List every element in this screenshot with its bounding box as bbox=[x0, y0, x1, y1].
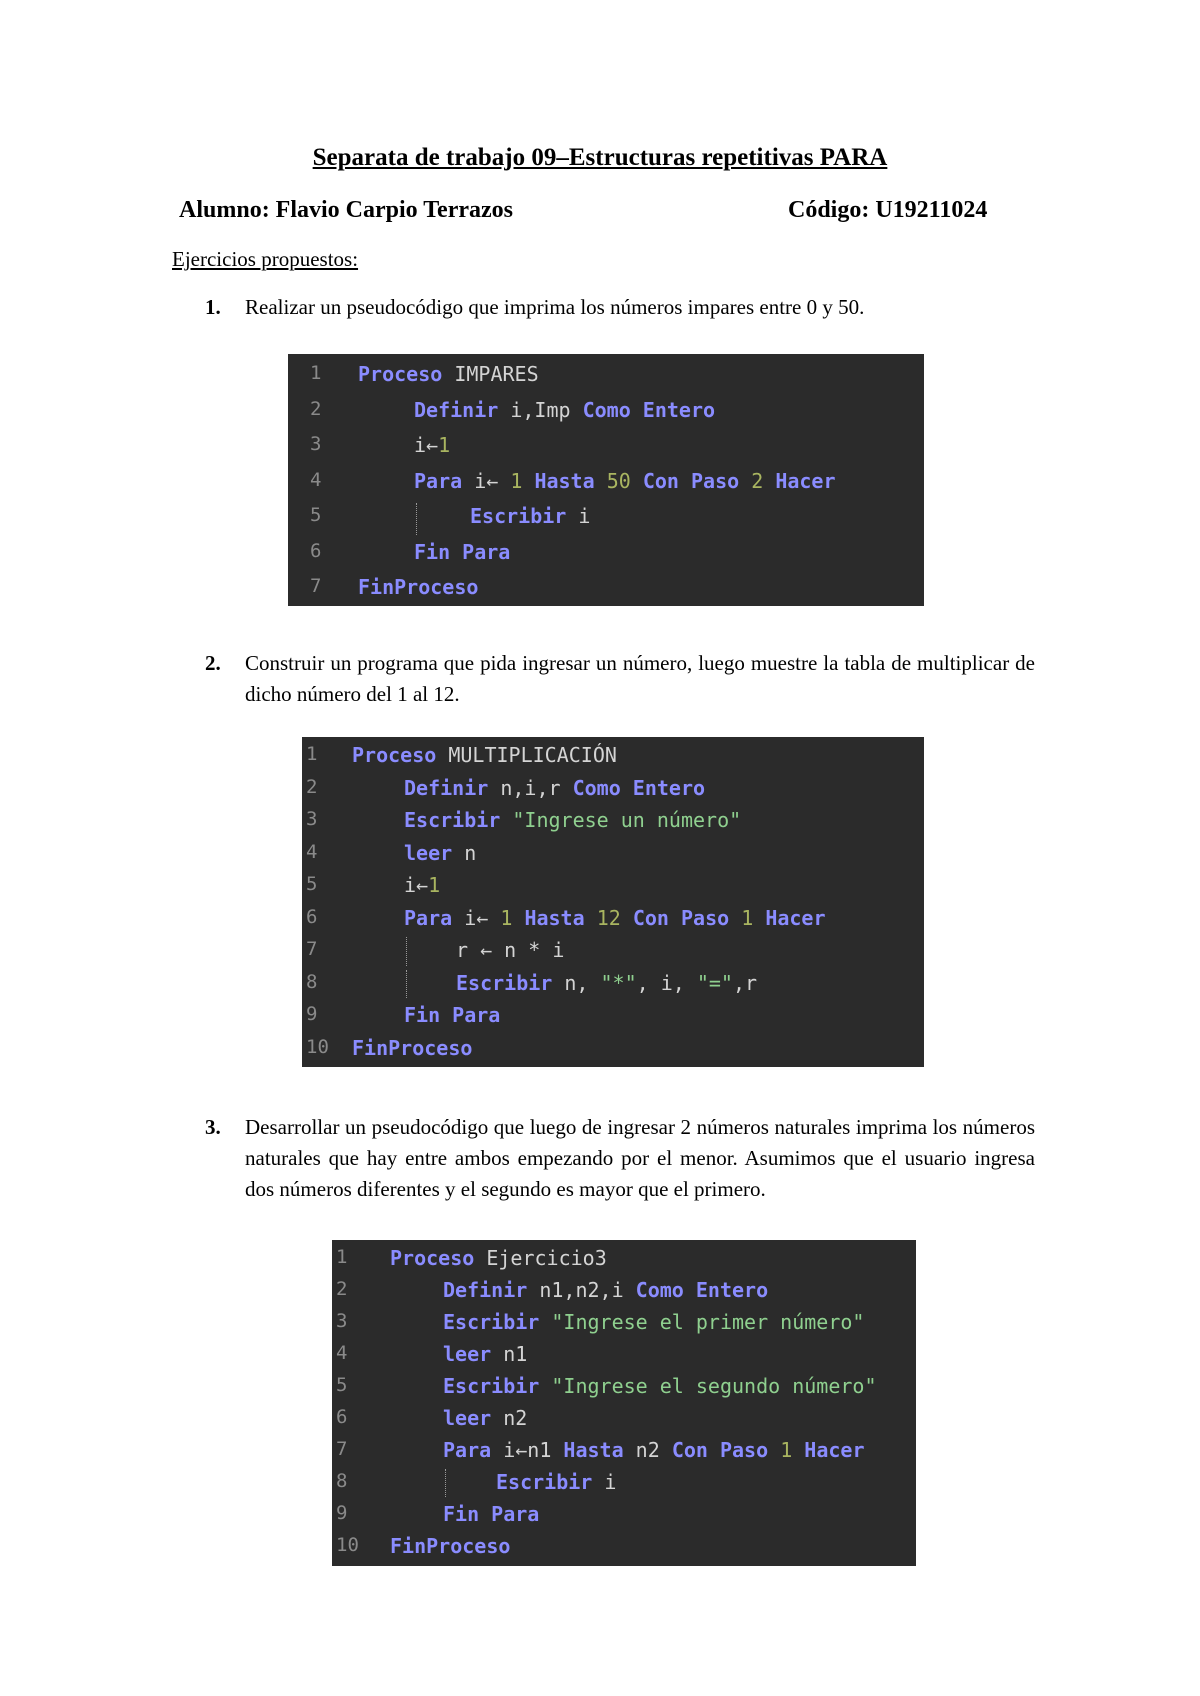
code-token: "Ingrese un número" bbox=[512, 808, 742, 832]
code-token: Para bbox=[443, 1438, 492, 1462]
code-editor-2 bbox=[302, 737, 924, 1067]
line-number: 10 bbox=[306, 1035, 329, 1058]
code-text bbox=[414, 469, 836, 493]
code-token bbox=[539, 1310, 551, 1334]
code-token: leer bbox=[443, 1406, 492, 1430]
code-line bbox=[302, 1033, 924, 1065]
indent-guide bbox=[406, 970, 407, 999]
line-number: 4 bbox=[306, 840, 318, 863]
code-line bbox=[288, 501, 924, 533]
exercise-number: 1. bbox=[205, 295, 221, 319]
code-token: n1,n2,i bbox=[527, 1278, 636, 1302]
code-line bbox=[302, 935, 924, 967]
code-token bbox=[729, 906, 741, 930]
code-line bbox=[288, 430, 924, 462]
code-token: Hacer bbox=[775, 468, 836, 493]
line-number: 3 bbox=[306, 808, 318, 830]
line-number: 1 bbox=[310, 362, 322, 384]
code-text bbox=[470, 504, 590, 528]
code-line bbox=[302, 838, 924, 870]
code-token: IMPARES bbox=[442, 362, 539, 386]
code-token: Fin Para bbox=[404, 1003, 501, 1027]
code-token: Con Paso bbox=[632, 905, 730, 930]
code-token: leer bbox=[404, 840, 453, 865]
code-text bbox=[456, 938, 564, 962]
line-number: 7 bbox=[336, 1438, 348, 1460]
code-token: Para bbox=[414, 468, 463, 493]
line-number: 6 bbox=[306, 905, 318, 928]
line-number: 5 bbox=[310, 504, 322, 526]
line-number: 3 bbox=[336, 1310, 348, 1332]
code-token: "*" bbox=[600, 970, 637, 995]
code-line bbox=[332, 1243, 916, 1275]
code-token bbox=[539, 1374, 551, 1398]
code-token: Como Entero bbox=[582, 397, 716, 422]
line-number: 3 bbox=[310, 433, 322, 455]
code-token bbox=[768, 1438, 780, 1462]
code-line bbox=[288, 572, 924, 604]
code-token: Como Entero bbox=[635, 1278, 769, 1302]
code-token: Definir bbox=[414, 397, 499, 422]
line-number: 6 bbox=[336, 1406, 348, 1428]
student-code: Código: U19211024 bbox=[788, 197, 988, 223]
code-text bbox=[414, 540, 510, 564]
code-line bbox=[302, 968, 924, 1000]
code-token: Con Paso bbox=[671, 1438, 769, 1462]
code-line bbox=[302, 805, 924, 837]
line-number: 9 bbox=[306, 1003, 318, 1025]
code-text bbox=[443, 1406, 527, 1430]
code-token: Hasta bbox=[524, 905, 585, 930]
code-text bbox=[443, 1342, 527, 1366]
code-token: i← bbox=[452, 905, 501, 930]
code-token: i← bbox=[404, 873, 429, 897]
code-text bbox=[404, 906, 826, 930]
code-token: n bbox=[452, 840, 477, 865]
code-token: n, bbox=[552, 970, 601, 995]
student-name: Alumno: Flavio Carpio Terrazos bbox=[179, 197, 513, 223]
code-line bbox=[332, 1307, 916, 1339]
code-token bbox=[585, 906, 597, 930]
code-token: Escribir bbox=[456, 970, 553, 995]
code-editor-1 bbox=[288, 354, 924, 606]
line-number: 2 bbox=[306, 775, 318, 798]
code-text bbox=[390, 1534, 510, 1558]
code-line bbox=[302, 903, 924, 935]
code-text bbox=[404, 808, 741, 832]
indent-guide bbox=[406, 937, 407, 966]
code-line bbox=[332, 1531, 916, 1563]
code-text bbox=[443, 1278, 768, 1302]
code-text bbox=[358, 575, 478, 599]
line-number: 2 bbox=[336, 1278, 348, 1300]
code-token: Proceso bbox=[390, 1246, 475, 1270]
indent-guide bbox=[445, 1469, 446, 1497]
code-text bbox=[414, 433, 450, 457]
code-token bbox=[621, 906, 633, 930]
code-token: FinProceso bbox=[390, 1534, 511, 1558]
code-token: 2 bbox=[751, 468, 764, 493]
code-token: i,Imp bbox=[498, 397, 583, 422]
code-token: i bbox=[592, 1470, 617, 1494]
exercise-number: 3. bbox=[205, 1115, 221, 1139]
code-token: 1 bbox=[741, 905, 754, 930]
code-line bbox=[332, 1403, 916, 1435]
code-token: leer bbox=[443, 1342, 492, 1366]
line-number: 7 bbox=[306, 938, 318, 960]
line-number: 1 bbox=[336, 1246, 348, 1268]
code-token: Como Entero bbox=[572, 775, 706, 800]
exercise-1 bbox=[205, 292, 1035, 323]
code-token: 1 bbox=[428, 873, 441, 897]
code-token: 50 bbox=[606, 468, 631, 493]
code-token: 1 bbox=[780, 1438, 793, 1462]
code-token: Ejercicio3 bbox=[474, 1246, 607, 1270]
code-token: Escribir bbox=[443, 1374, 540, 1398]
line-number: 2 bbox=[310, 397, 322, 420]
code-token: i← bbox=[414, 433, 439, 457]
code-token bbox=[792, 1438, 804, 1462]
code-token: Definir bbox=[443, 1278, 528, 1302]
code-text bbox=[443, 1374, 876, 1398]
code-token: i← bbox=[462, 468, 511, 493]
code-line bbox=[302, 870, 924, 902]
code-text bbox=[414, 398, 715, 422]
section-title: Ejercicios propuestos: bbox=[172, 247, 359, 271]
exercise-3 bbox=[205, 1112, 1035, 1205]
code-line bbox=[332, 1499, 916, 1531]
code-token: Proceso bbox=[358, 362, 443, 386]
code-line bbox=[288, 359, 924, 391]
exercise-statement: Realizar un pseudocódigo que imprima los números impares entre 0 y 50. bbox=[245, 295, 865, 319]
code-token: Definir bbox=[404, 775, 489, 800]
code-token: Fin Para bbox=[414, 539, 511, 564]
code-token bbox=[522, 469, 534, 493]
code-token: , i, bbox=[636, 970, 697, 995]
line-number: 4 bbox=[310, 468, 322, 491]
code-text bbox=[404, 1003, 500, 1027]
code-text bbox=[352, 1036, 472, 1060]
code-token: 1 bbox=[500, 905, 513, 930]
code-text bbox=[443, 1310, 864, 1334]
line-number: 8 bbox=[336, 1470, 348, 1492]
exercise-number: 2. bbox=[205, 651, 221, 675]
code-line bbox=[332, 1371, 916, 1403]
code-line bbox=[332, 1339, 916, 1371]
code-token: Escribir bbox=[443, 1310, 540, 1334]
code-token: Escribir bbox=[496, 1470, 593, 1494]
line-number: 10 bbox=[336, 1534, 359, 1556]
code-token: n,i,r bbox=[488, 775, 573, 800]
line-number: 6 bbox=[310, 539, 322, 562]
code-token: "Ingrese el primer número" bbox=[551, 1310, 865, 1334]
code-text bbox=[404, 873, 440, 897]
code-token: Hasta bbox=[563, 1438, 624, 1462]
code-token: Escribir bbox=[404, 808, 501, 832]
line-number: 1 bbox=[306, 743, 318, 765]
code-token bbox=[631, 469, 643, 493]
code-token: Escribir bbox=[470, 504, 567, 528]
code-token: MULTIPLICACIÓN bbox=[436, 743, 617, 767]
line-number: 7 bbox=[310, 575, 322, 597]
code-token bbox=[763, 469, 775, 493]
code-line bbox=[332, 1275, 916, 1307]
code-token: 1 bbox=[438, 433, 451, 457]
code-token: Proceso bbox=[352, 743, 437, 767]
code-line bbox=[288, 395, 924, 427]
code-line bbox=[288, 537, 924, 569]
code-token: Fin Para bbox=[443, 1502, 540, 1526]
code-token: Con Paso bbox=[642, 468, 740, 493]
code-line bbox=[332, 1435, 916, 1467]
code-token: "=" bbox=[696, 970, 733, 995]
code-text bbox=[358, 362, 539, 386]
code-editor-3 bbox=[332, 1240, 916, 1566]
line-number: 8 bbox=[306, 970, 318, 993]
code-text bbox=[496, 1470, 616, 1494]
line-number: 5 bbox=[336, 1374, 348, 1396]
code-token: "Ingrese el segundo número" bbox=[551, 1374, 877, 1398]
code-token bbox=[500, 808, 512, 832]
code-token: Para bbox=[404, 905, 453, 930]
code-line bbox=[302, 773, 924, 805]
code-token: r ← n * i bbox=[456, 938, 565, 962]
code-token: FinProceso bbox=[358, 575, 479, 599]
exercise-statement: Construir un programa que pida ingresar un número, luego muestre la tabla de multiplicar de dicho número del 1 al 12. bbox=[245, 651, 1035, 706]
code-token: i bbox=[566, 504, 591, 528]
code-token: ,r bbox=[732, 970, 758, 995]
code-line bbox=[302, 1000, 924, 1032]
code-token bbox=[512, 906, 524, 930]
code-token: Hasta bbox=[534, 468, 595, 493]
code-text bbox=[443, 1438, 865, 1462]
code-text bbox=[456, 971, 757, 995]
code-token: n2 bbox=[623, 1438, 672, 1462]
line-number: 9 bbox=[336, 1502, 348, 1524]
code-token: Hacer bbox=[765, 905, 826, 930]
code-text bbox=[404, 841, 476, 865]
code-text bbox=[352, 743, 617, 767]
exercise-2 bbox=[205, 648, 1035, 710]
indent-guide bbox=[416, 503, 417, 535]
code-line bbox=[302, 740, 924, 772]
code-token: n1 bbox=[491, 1342, 528, 1366]
code-token: 1 bbox=[510, 468, 523, 493]
code-line bbox=[332, 1467, 916, 1499]
line-number: 4 bbox=[336, 1342, 348, 1364]
line-number: 5 bbox=[306, 873, 318, 895]
code-token: n2 bbox=[491, 1406, 528, 1430]
code-text bbox=[390, 1246, 607, 1270]
code-line bbox=[288, 466, 924, 498]
code-token: FinProceso bbox=[352, 1035, 473, 1060]
code-token: Hacer bbox=[804, 1438, 865, 1462]
code-token bbox=[739, 469, 751, 493]
code-text bbox=[404, 776, 705, 800]
code-text bbox=[443, 1502, 539, 1526]
code-token bbox=[595, 469, 607, 493]
code-token: 12 bbox=[596, 905, 621, 930]
page-title: Separata de trabajo 09–Estructuras repetitivas PARA bbox=[312, 144, 888, 171]
exercise-statement: Desarrollar un pseudocódigo que luego de ingresar 2 números naturales imprima los números naturales que hay entre ambos empezando por el menor. Asumimos que el usuario ingresa dos números diferentes y el segundo es mayor que el primero. bbox=[245, 1115, 1035, 1201]
code-token: i←n1 bbox=[491, 1438, 564, 1462]
code-token bbox=[753, 906, 765, 930]
